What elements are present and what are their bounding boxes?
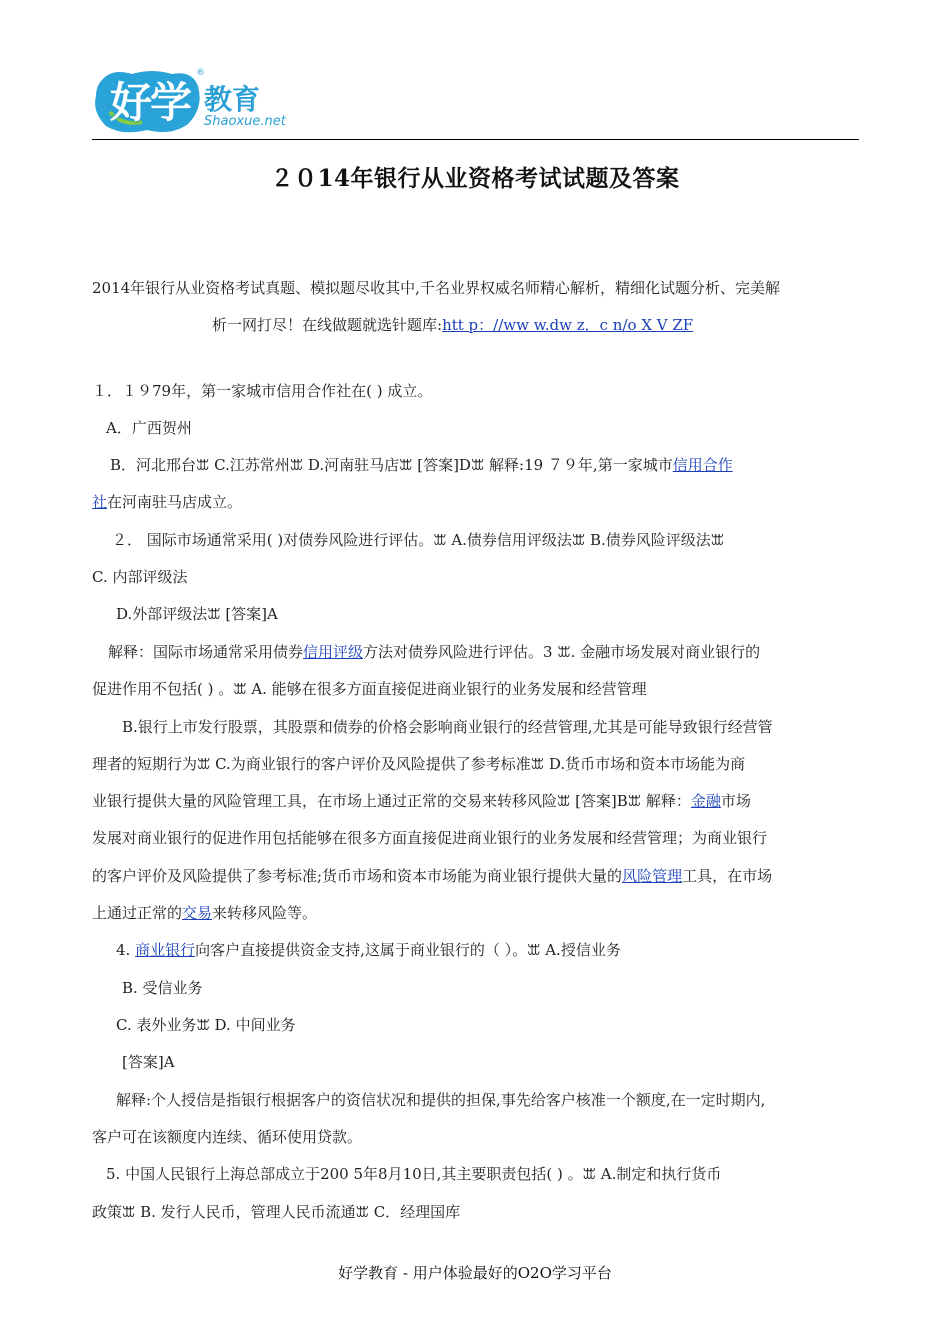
q3-stem-cont: 促进作用不包括( ) 。ꕭ A. 能够在很多方面直接促进商业银行的业务发展和经营管理 [92,680,647,698]
q3-explanation-3 [92,895,317,932]
q3-option-b: B.银行上市发行股票，其股票和债券的价格会影响商业银行的经营管理,尤其是可能导致银行经营管 [122,718,773,736]
credit-rating-link[interactable]: 信用评级 [303,643,364,661]
q1-options-answer [110,447,733,484]
commercial-bank-link[interactable]: 商业银行 [135,941,196,959]
header-divider [92,139,859,140]
q4-stem [116,932,621,969]
page-footer: 好学教育 - 用户体验最好的O2O学习平台 [338,1264,612,1282]
q1-text-end: 在河南驻马店成立。 [107,493,243,511]
q4-number: 4. [116,941,136,959]
q3-answer [92,783,751,820]
logo-url: Shaoxue.net [204,114,286,129]
q3-explain-text: 的客户评价及风险提供了参考标准;货币市场和资本市场能为商业银行提供大量的 [92,867,623,885]
q4-option-b: B. 受信业务 [122,979,203,997]
q5-stem: 5. 中国人民银行上海总部成立于200 5年8月10日,其主要职责包括( ) 。ꕭ A.制定和执行货币 [106,1165,722,1183]
question-bank-link[interactable]: htt p：//ww w.dw z．c n/o X V ZF [442,316,694,334]
q3-answer-cont: 市场 [720,792,751,810]
q3-explain-cont: 工具，在市场 [682,867,773,885]
finance-link[interactable]: 金融 [690,792,721,810]
risk-management-link[interactable]: 风险管理 [622,867,683,885]
q4-explanation-1: 解释:个人授信是指银行根据客户的资信状况和提供的担保,事先给客户核准一个额度,在一定时期内, [116,1091,766,1109]
q4-option-cd: C. 表外业务ꕭ D. 中间业务 [116,1016,296,1034]
q3-explain-text-2: 上通过正常的 [92,904,183,922]
logo-text: 好学 [110,78,191,127]
credit-coop-link[interactable]: 信用合作 [672,456,733,474]
credit-coop-link-cont[interactable]: 社 [92,493,108,511]
q4-answer: [答案]A [122,1053,175,1071]
q1-text: B．河北邢台ꕭ C.江苏常州ꕭ D.河南驻马店ꕭ [答案]Dꕭ 解释:19 ７９年,第一家城市 [110,456,673,474]
trade-link[interactable]: 交易 [182,904,213,922]
q2-stem: ２． 国际市场通常采用( )对债券风险进行评估。ꕭ A.债券信用评级法ꕭ B.债券风险评级法ꕭ [112,531,725,549]
q2-explanation [108,634,760,671]
page-title: ２０14年银行从业资格考试试题及答案 [270,165,680,192]
q3-answer-text: 业银行提供大量的风险管理工具，在市场上通过正常的交易来转移风险ꕭ [答案]Bꕭ 解释： [92,792,691,810]
q3-explain-end: 来转移风险等。 [212,904,318,922]
q1-explanation-end [92,484,242,521]
q2-explain-text: 解释：国际市场通常采用债券 [108,643,304,661]
q3-stem-start: 方法对债券风险进行评估。3 ꕭ. 金融市场发展对商业银行的 [363,643,761,661]
q3-option-cd: 理者的短期行为ꕭ C.为商业银行的客户评价及风险提供了参考标准ꕭ D.货币市场和资本市场能为商 [92,755,746,773]
q3-explanation-1: 发展对商业银行的促进作用包括能够在很多方面直接促进商业银行的业务发展和经营管理；为商业银行 [92,829,768,847]
logo-subtext: 教育 [204,83,261,116]
intro-line-1: 2014年银行从业资格考试真题、模拟题尽收其中,千名业界权威名师精心解析，精细化试题分析、完美解 [92,279,780,297]
q4-text: 向客户直接提供资金支持,这属于商业银行的（ ）。ꕭ A.授信业务 [195,941,621,959]
q1-stem: １．１９79年，第一家城市信用合作社在( ) 成立。 [92,382,433,400]
intro-line-2 [212,307,693,344]
registered-mark: ® [196,68,205,78]
q2-option-d-answer: D.外部评级法ꕭ [答案]A [116,605,278,623]
q3-explanation-2 [92,858,772,895]
q2-option-c: C. 内部评级法 [92,568,188,586]
intro-text: 析一网打尽！在线做题就选针题库: [212,316,443,334]
q1-option-a: A．广西贺州 [106,419,192,437]
q5-options: 政策ꕭ B. 发行人民币，管理人民币流通ꕭ C．经理国库 [92,1203,461,1221]
brand-logo [92,60,292,140]
q4-explanation-2: 客户可在该额度内连续、循环使用贷款。 [92,1128,363,1146]
